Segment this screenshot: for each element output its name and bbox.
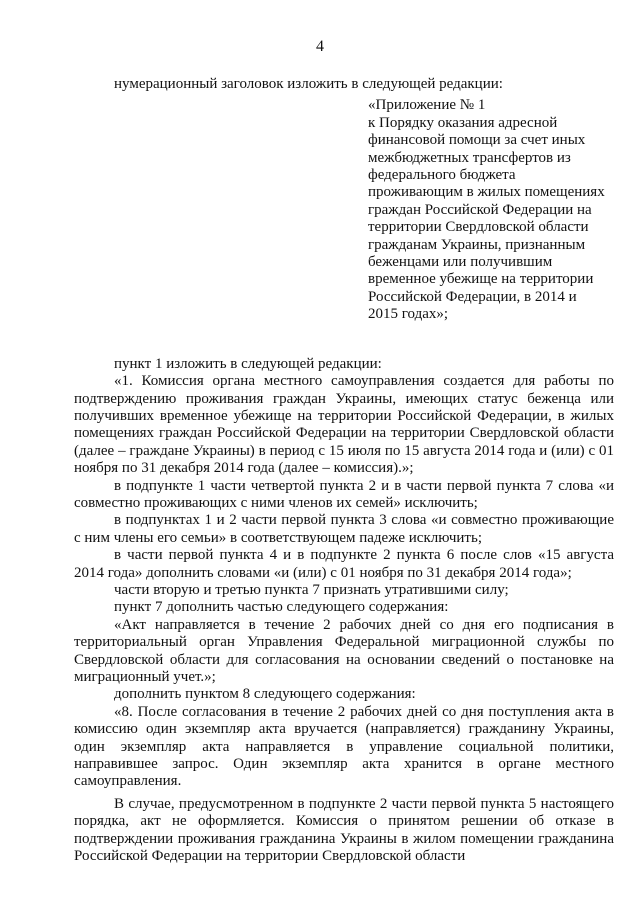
paragraph: пункт 7 дополнить частью следующего содержания: [114,599,449,616]
intro-text: нумерационный заголовок изложить в следующей редакции: [114,76,503,92]
paragraph: части вторую и третью пункта 7 признать утратившими силу; [114,581,509,598]
appendix-line: временное убежище на территории [368,271,594,288]
appendix-line: межбюджетных трансфертов из [368,149,571,166]
paragraph: «8. После согласования в течение 2 рабочих дней со дня поступления акта в комиссию один экземпляр акта вручается (направляется) гражданину Украины, один экземпляр акта направляется в управление социальной политики, направившее запрос. Один экземпляр акта хранится в органе местного самоуправления. [74,703,614,790]
paragraph: «Акт направляется в течение 2 рабочих дней со дня его подписания в территориальный орган Управления Федеральной миграционной службы по Свердловской области для согласования на основании сведений о постановке на миграционный учет.»; [74,616,614,685]
appendix-line: проживающим в жилых помещениях [368,184,605,201]
appendix-line: территории Свердловской области [368,219,589,236]
appendix-line: «Приложение № 1 [368,97,486,114]
paragraph: в подпунктах 1 и 2 части первой пункта 3 слова «и совместно проживающие с ним члены его семьи» в соответствующем падеже исключить; [74,512,614,546]
appendix-line: федерального бюджета [368,167,516,184]
appendix-line: к Порядку оказания адресной [368,114,558,131]
appendix-heading [368,97,616,323]
document-body [74,76,614,865]
page-number: 4 [316,38,324,55]
appendix-line: граждан Российской Федерации на [368,201,592,218]
paragraph: в части первой пункта 4 и в подпункте 2 пункта 6 после слов «15 августа 2014 года» дополнить словами «и (или) с 01 ноября по 31 декабря 2014 года»; [74,547,614,581]
appendix-line: финансовой помощи за счет иных [368,132,586,149]
paragraph: дополнить пунктом 8 следующего содержания: [114,686,416,703]
paragraph: пункт 1 изложить в следующей редакции: [114,355,382,372]
appendix-line: Российской Федерации, в 2014 и [368,288,577,305]
appendix-line: беженцами или получившим [368,254,553,271]
paragraph: «1. Комиссия органа местного самоуправления создается для работы по подтверждению проживания граждан Украины, имеющих статус беженца или получивших временное убежище на территории Российской Федерации, в жилых помещениях граждан Российской Федерации на территории Свердловской области (далее – граждане Украины) в период с 15 июля по 15 августа 2014 года и (или) с 01 ноября по 31 декабря 2014 года (далее – комиссия).»; [74,373,614,477]
appendix-line: гражданам Украины, признанным [368,236,586,253]
paragraph: В случае, предусмотренном в подпункте 2 части первой пункта 5 настоящего порядка, акт не оформляется. Комиссия о принятом решении об отказе в подтверждении проживания гражданина Украины в жилом помещении гражданина Российской Федерации на территории Свердловской области [74,795,614,865]
appendix-line: 2015 годах»; [368,306,449,323]
paragraph: в подпункте 1 части четвертой пункта 2 и в части первой пункта 7 слова «и совместно проживающих с ними членов их семей» исключить; [74,477,614,511]
